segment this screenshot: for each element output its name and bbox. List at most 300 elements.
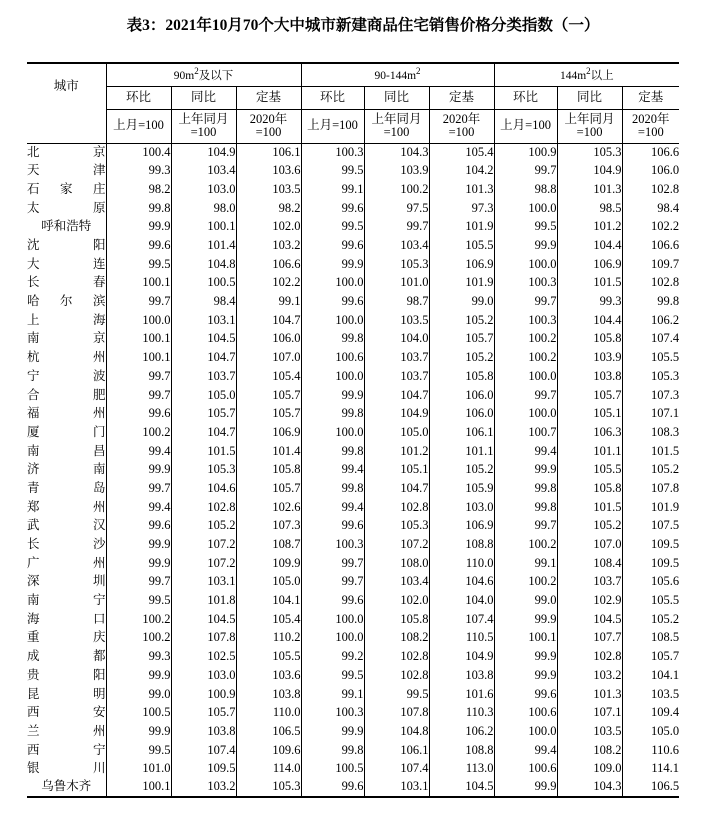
table-row	[27, 535, 679, 554]
index-value-cell: 102.8	[171, 498, 236, 517]
table-row	[27, 685, 679, 704]
city-name-cell: 天津	[27, 163, 106, 178]
index-value-cell: 102.0	[364, 592, 429, 611]
index-value-cell: 98.7	[364, 293, 429, 312]
index-value-cell: 105.2	[557, 517, 622, 536]
table-body	[27, 143, 679, 797]
index-value-cell: 100.4	[106, 143, 171, 162]
index-value-cell: 105.1	[364, 461, 429, 480]
city-name-cell: 西安	[27, 705, 106, 720]
index-value-cell: 100.2	[494, 535, 557, 554]
index-value-cell: 105.3	[364, 255, 429, 274]
table-row	[27, 722, 679, 741]
index-value-cell: 99.8	[301, 479, 364, 498]
table-row	[27, 592, 679, 611]
index-value-cell: 108.5	[622, 629, 679, 648]
index-value-cell: 101.3	[429, 180, 494, 199]
city-name-cell: 长沙	[27, 537, 106, 552]
measure-header-g3-yoy: 同比	[557, 86, 622, 109]
index-value-cell: 103.0	[171, 180, 236, 199]
index-value-cell: 101.8	[171, 592, 236, 611]
index-value-cell: 110.5	[429, 629, 494, 648]
index-value-cell: 100.5	[106, 704, 171, 723]
index-value-cell: 103.1	[171, 311, 236, 330]
index-value-cell: 101.3	[557, 180, 622, 199]
index-value-cell: 99.6	[301, 517, 364, 536]
index-value-cell: 100.1	[106, 778, 171, 797]
index-value-cell: 105.6	[622, 573, 679, 592]
index-value-cell: 106.5	[236, 722, 301, 741]
index-value-cell: 103.5	[557, 722, 622, 741]
index-value-cell: 101.9	[622, 498, 679, 517]
city-name-cell: 深圳	[27, 574, 106, 589]
city-name-cell: 重庆	[27, 630, 106, 645]
index-value-cell: 102.8	[364, 666, 429, 685]
index-value-cell: 103.0	[429, 498, 494, 517]
index-value-cell: 107.4	[171, 741, 236, 760]
index-value-cell: 100.3	[494, 311, 557, 330]
index-value-cell: 108.3	[622, 423, 679, 442]
index-value-cell: 100.1	[106, 349, 171, 368]
index-value-cell: 100.0	[301, 610, 364, 629]
index-value-cell: 99.1	[236, 293, 301, 312]
index-value-cell: 101.4	[236, 442, 301, 461]
index-value-cell: 99.9	[301, 722, 364, 741]
index-value-cell: 103.1	[171, 573, 236, 592]
index-value-cell: 103.1	[364, 778, 429, 797]
index-value-cell: 102.2	[622, 218, 679, 237]
group-label-sup: 2	[586, 65, 591, 76]
basis-line-2: =100	[190, 125, 217, 139]
index-value-cell: 100.0	[301, 311, 364, 330]
table-row	[27, 629, 679, 648]
index-value-cell: 100.0	[301, 629, 364, 648]
index-value-cell: 104.6	[429, 573, 494, 592]
basis-line-2: =100	[637, 125, 664, 139]
index-value-cell: 105.5	[236, 648, 301, 667]
index-value-cell: 106.5	[622, 778, 679, 797]
table-row	[27, 573, 679, 592]
table-row	[27, 236, 679, 255]
index-value-cell: 108.8	[429, 741, 494, 760]
index-value-cell: 99.5	[494, 218, 557, 237]
index-value-cell: 105.7	[236, 405, 301, 424]
index-value-cell: 103.4	[364, 573, 429, 592]
index-value-cell: 100.5	[301, 760, 364, 779]
index-value-cell: 99.6	[301, 199, 364, 218]
city-name-cell: 成都	[27, 649, 106, 664]
index-value-cell: 105.0	[364, 423, 429, 442]
index-value-cell: 100.9	[494, 143, 557, 162]
basis-header-g1-yoy	[171, 109, 236, 143]
index-value-cell: 99.7	[494, 517, 557, 536]
measure-header-g2-yoy: 同比	[364, 86, 429, 109]
index-value-cell: 104.4	[557, 236, 622, 255]
city-name-cell: 青岛	[27, 480, 106, 495]
index-value-cell: 97.3	[429, 199, 494, 218]
index-value-cell: 103.9	[557, 349, 622, 368]
table-row	[27, 330, 679, 349]
city-name-cell: 长春	[27, 275, 106, 290]
index-value-cell: 99.7	[106, 367, 171, 386]
index-value-cell: 99.4	[106, 498, 171, 517]
city-name-cell: 上海	[27, 312, 106, 327]
index-value-cell: 101.0	[106, 760, 171, 779]
table-row	[27, 461, 679, 480]
table-row	[27, 180, 679, 199]
index-value-cell: 100.0	[301, 367, 364, 386]
index-value-cell: 105.3	[364, 517, 429, 536]
index-value-cell: 104.2	[429, 162, 494, 181]
index-value-cell: 99.9	[494, 648, 557, 667]
index-value-cell: 103.7	[557, 573, 622, 592]
index-value-cell: 102.5	[171, 648, 236, 667]
index-value-cell: 103.9	[364, 162, 429, 181]
index-value-cell: 99.9	[494, 610, 557, 629]
basis-line-1: 上年同月	[371, 111, 422, 126]
group-label-pre: 144m	[559, 70, 587, 83]
index-value-cell: 105.7	[236, 386, 301, 405]
table-row	[27, 778, 679, 797]
index-value-cell: 104.3	[557, 778, 622, 797]
index-value-cell: 109.5	[171, 760, 236, 779]
table-row	[27, 162, 679, 181]
index-value-cell: 103.4	[171, 162, 236, 181]
index-value-cell: 99.6	[106, 405, 171, 424]
table-row	[27, 367, 679, 386]
index-value-cell: 101.5	[622, 442, 679, 461]
city-name-cell: 南昌	[27, 443, 106, 458]
index-value-cell: 107.8	[622, 479, 679, 498]
index-value-cell: 107.4	[622, 330, 679, 349]
index-value-cell: 110.0	[429, 554, 494, 573]
index-value-cell: 106.1	[364, 741, 429, 760]
city-name-cell: 乌鲁木齐	[27, 778, 106, 797]
city-name-cell: 郑州	[27, 499, 106, 514]
index-value-cell: 105.8	[236, 461, 301, 480]
basis-line-1: 2020年	[442, 111, 481, 126]
city-name-cell: 南宁	[27, 593, 106, 608]
index-value-cell: 105.7	[171, 405, 236, 424]
city-name-cell: 兰州	[27, 723, 106, 738]
index-value-cell: 104.4	[557, 311, 622, 330]
measure-header-row	[27, 86, 679, 109]
city-name-cell: 济南	[27, 462, 106, 477]
table-row	[27, 143, 679, 162]
group-label-sup: 2	[194, 65, 199, 76]
table-row	[27, 517, 679, 536]
index-value-cell: 103.7	[171, 367, 236, 386]
index-value-cell: 105.7	[557, 386, 622, 405]
basis-header-g2-yoy	[364, 109, 429, 143]
basis-header-g1-fixed	[236, 109, 301, 143]
index-value-cell: 99.5	[364, 685, 429, 704]
index-value-cell: 100.0	[494, 255, 557, 274]
index-value-cell: 104.1	[236, 592, 301, 611]
index-value-cell: 104.7	[171, 423, 236, 442]
index-value-cell: 99.5	[301, 162, 364, 181]
index-value-cell: 105.3	[557, 143, 622, 162]
basis-header-g3-yoy	[557, 109, 622, 143]
index-value-cell: 99.7	[494, 162, 557, 181]
table-row	[27, 704, 679, 723]
index-value-cell: 101.3	[557, 685, 622, 704]
index-value-cell: 100.2	[106, 610, 171, 629]
index-value-cell: 107.1	[557, 704, 622, 723]
index-value-cell: 107.0	[557, 535, 622, 554]
index-value-cell: 105.7	[171, 704, 236, 723]
index-value-cell: 106.0	[622, 162, 679, 181]
index-value-cell: 103.2	[171, 778, 236, 797]
index-value-cell: 101.6	[429, 685, 494, 704]
index-value-cell: 106.1	[429, 423, 494, 442]
index-value-cell: 103.7	[364, 367, 429, 386]
index-value-cell: 104.7	[364, 386, 429, 405]
index-value-cell: 105.7	[236, 479, 301, 498]
index-value-cell: 103.6	[236, 162, 301, 181]
index-value-cell: 105.3	[622, 367, 679, 386]
index-value-cell: 99.8	[494, 498, 557, 517]
index-value-cell: 110.6	[622, 741, 679, 760]
table-row	[27, 199, 679, 218]
index-value-cell: 99.8	[301, 741, 364, 760]
index-value-cell: 107.2	[171, 554, 236, 573]
group-label-sup: 2	[416, 65, 421, 76]
index-value-cell: 99.9	[106, 535, 171, 554]
index-value-cell: 105.0	[622, 722, 679, 741]
index-value-cell: 98.2	[236, 199, 301, 218]
measure-header-g2-mom: 环比	[301, 86, 364, 109]
basis-line-1: 2020年	[632, 111, 670, 126]
index-value-cell: 106.6	[236, 255, 301, 274]
measure-header-g1-fixed: 定基	[236, 86, 301, 109]
index-value-cell: 100.0	[301, 423, 364, 442]
index-value-cell: 109.5	[622, 535, 679, 554]
city-name-cell: 海口	[27, 611, 106, 626]
index-value-cell: 110.0	[236, 704, 301, 723]
index-value-cell: 99.4	[106, 442, 171, 461]
index-value-cell: 100.2	[494, 349, 557, 368]
index-value-cell: 106.0	[429, 405, 494, 424]
index-value-cell: 106.3	[557, 423, 622, 442]
index-value-cell: 114.1	[622, 760, 679, 779]
index-value-cell: 99.7	[106, 573, 171, 592]
index-value-cell: 99.8	[106, 199, 171, 218]
index-value-cell: 104.9	[171, 143, 236, 162]
index-value-cell: 105.5	[622, 349, 679, 368]
index-value-cell: 100.0	[494, 722, 557, 741]
table-row	[27, 311, 679, 330]
index-value-cell: 107.5	[622, 517, 679, 536]
group-label-pre: 90-144m	[374, 70, 417, 83]
index-value-cell: 101.1	[429, 442, 494, 461]
city-name-cell: 西宁	[27, 742, 106, 757]
index-value-cell: 100.1	[106, 274, 171, 293]
measure-header-g3-mom: 环比	[494, 86, 557, 109]
city-column-header-spacer	[27, 109, 106, 143]
index-value-cell: 100.3	[494, 274, 557, 293]
table-row	[27, 554, 679, 573]
index-value-cell: 101.2	[364, 442, 429, 461]
index-value-cell: 105.2	[171, 517, 236, 536]
index-value-cell: 98.4	[171, 293, 236, 312]
index-value-cell: 101.5	[557, 274, 622, 293]
index-value-cell: 98.5	[557, 199, 622, 218]
city-name-cell: 广州	[27, 555, 106, 570]
index-value-cell: 109.0	[557, 760, 622, 779]
index-value-cell: 107.3	[622, 386, 679, 405]
table-row	[27, 498, 679, 517]
index-value-cell: 105.2	[429, 311, 494, 330]
price-index-table-container	[27, 62, 679, 798]
basis-header-g1-mom	[106, 109, 171, 143]
index-value-cell: 99.5	[106, 255, 171, 274]
index-value-cell: 103.8	[236, 685, 301, 704]
index-value-cell: 105.5	[622, 592, 679, 611]
index-value-cell: 99.1	[301, 180, 364, 199]
index-value-cell: 100.2	[494, 330, 557, 349]
index-value-cell: 99.7	[494, 386, 557, 405]
index-value-cell: 101.9	[429, 218, 494, 237]
index-value-cell: 107.8	[171, 629, 236, 648]
city-column-header: 城市	[27, 63, 106, 109]
table-row	[27, 741, 679, 760]
index-value-cell: 100.0	[494, 405, 557, 424]
table-row	[27, 405, 679, 424]
city-name-cell: 北京	[27, 144, 106, 159]
index-value-cell: 105.1	[557, 405, 622, 424]
index-value-cell: 104.5	[171, 330, 236, 349]
index-value-cell: 99.4	[301, 461, 364, 480]
city-name-cell: 石家庄	[27, 181, 106, 196]
basis-line-1: 上月=100	[307, 118, 358, 133]
index-value-cell: 105.3	[236, 778, 301, 797]
index-value-cell: 107.2	[171, 535, 236, 554]
index-value-cell: 99.7	[106, 479, 171, 498]
index-value-cell: 100.6	[301, 349, 364, 368]
city-name-cell: 厦门	[27, 424, 106, 439]
index-value-cell: 109.9	[236, 554, 301, 573]
basis-header-g2-mom	[301, 109, 364, 143]
index-value-cell: 99.9	[106, 554, 171, 573]
index-value-cell: 100.2	[364, 180, 429, 199]
index-value-cell: 99.8	[301, 405, 364, 424]
index-value-cell: 106.9	[429, 517, 494, 536]
index-value-cell: 100.0	[494, 199, 557, 218]
index-value-cell: 102.8	[364, 498, 429, 517]
index-value-cell: 108.8	[429, 535, 494, 554]
index-value-cell: 104.5	[171, 610, 236, 629]
index-value-cell: 102.8	[622, 274, 679, 293]
city-name-cell: 昆明	[27, 686, 106, 701]
group-header-over-144	[494, 63, 679, 86]
index-value-cell: 103.0	[171, 666, 236, 685]
index-value-cell: 100.2	[106, 629, 171, 648]
index-value-cell: 107.4	[429, 610, 494, 629]
index-value-cell: 106.0	[429, 386, 494, 405]
index-value-cell: 105.0	[171, 386, 236, 405]
index-value-cell: 99.0	[494, 592, 557, 611]
basis-line-2: =100	[255, 125, 282, 139]
index-value-cell: 104.9	[364, 405, 429, 424]
index-value-cell: 99.7	[494, 293, 557, 312]
index-value-cell: 103.5	[364, 311, 429, 330]
index-value-cell: 99.9	[494, 236, 557, 255]
index-value-cell: 99.9	[494, 666, 557, 685]
index-value-cell: 105.0	[236, 573, 301, 592]
table-row	[27, 423, 679, 442]
index-value-cell: 99.9	[106, 461, 171, 480]
index-value-cell: 105.7	[429, 330, 494, 349]
index-value-cell: 99.9	[494, 778, 557, 797]
index-value-cell: 99.6	[301, 778, 364, 797]
index-value-cell: 110.2	[236, 629, 301, 648]
index-value-cell: 99.8	[494, 479, 557, 498]
index-value-cell: 102.2	[236, 274, 301, 293]
index-value-cell: 99.9	[301, 255, 364, 274]
index-value-cell: 99.7	[106, 386, 171, 405]
index-value-cell: 104.7	[171, 349, 236, 368]
page-title: 表3：2021年10月70个大中城市新建商品住宅销售价格分类指数（一）	[126, 17, 600, 34]
index-value-cell: 100.0	[494, 367, 557, 386]
index-value-cell: 100.0	[301, 274, 364, 293]
city-name-cell: 呼和浩特	[41, 219, 92, 234]
index-value-cell: 109.5	[622, 554, 679, 573]
index-value-cell: 99.6	[301, 592, 364, 611]
index-value-cell: 100.7	[494, 423, 557, 442]
index-value-cell: 99.4	[494, 741, 557, 760]
city-name-cell: 福州	[27, 406, 106, 421]
index-value-cell: 104.3	[364, 143, 429, 162]
index-value-cell: 99.0	[429, 293, 494, 312]
index-value-cell: 104.5	[557, 610, 622, 629]
index-value-cell: 104.8	[364, 722, 429, 741]
measure-header-g1-yoy: 同比	[171, 86, 236, 109]
index-value-cell: 99.9	[301, 386, 364, 405]
index-value-cell: 99.0	[106, 685, 171, 704]
basis-line-2: =100	[576, 125, 603, 139]
index-value-cell: 102.9	[557, 592, 622, 611]
group-header-row	[27, 63, 679, 86]
index-value-cell: 99.5	[106, 741, 171, 760]
basis-header-g3-mom	[494, 109, 557, 143]
index-value-cell: 99.5	[106, 592, 171, 611]
index-value-cell: 108.2	[364, 629, 429, 648]
index-value-cell: 100.5	[171, 274, 236, 293]
index-value-cell: 104.0	[429, 592, 494, 611]
index-value-cell: 109.4	[622, 704, 679, 723]
index-value-cell: 106.6	[622, 236, 679, 255]
index-value-cell: 100.1	[171, 218, 236, 237]
table-row	[27, 386, 679, 405]
table-head	[27, 63, 679, 143]
index-value-cell: 99.9	[106, 722, 171, 741]
index-value-cell: 101.5	[557, 498, 622, 517]
index-value-cell: 99.2	[301, 648, 364, 667]
index-value-cell: 105.8	[364, 610, 429, 629]
index-value-cell: 101.1	[557, 442, 622, 461]
index-value-cell: 107.0	[236, 349, 301, 368]
index-value-cell: 103.5	[622, 685, 679, 704]
index-value-cell: 100.6	[494, 704, 557, 723]
index-value-cell: 105.3	[171, 461, 236, 480]
index-value-cell: 100.9	[171, 685, 236, 704]
index-value-cell: 100.3	[301, 535, 364, 554]
index-value-cell: 106.0	[236, 330, 301, 349]
index-value-cell: 103.8	[171, 722, 236, 741]
index-value-cell: 99.6	[301, 236, 364, 255]
index-value-cell: 106.2	[622, 311, 679, 330]
